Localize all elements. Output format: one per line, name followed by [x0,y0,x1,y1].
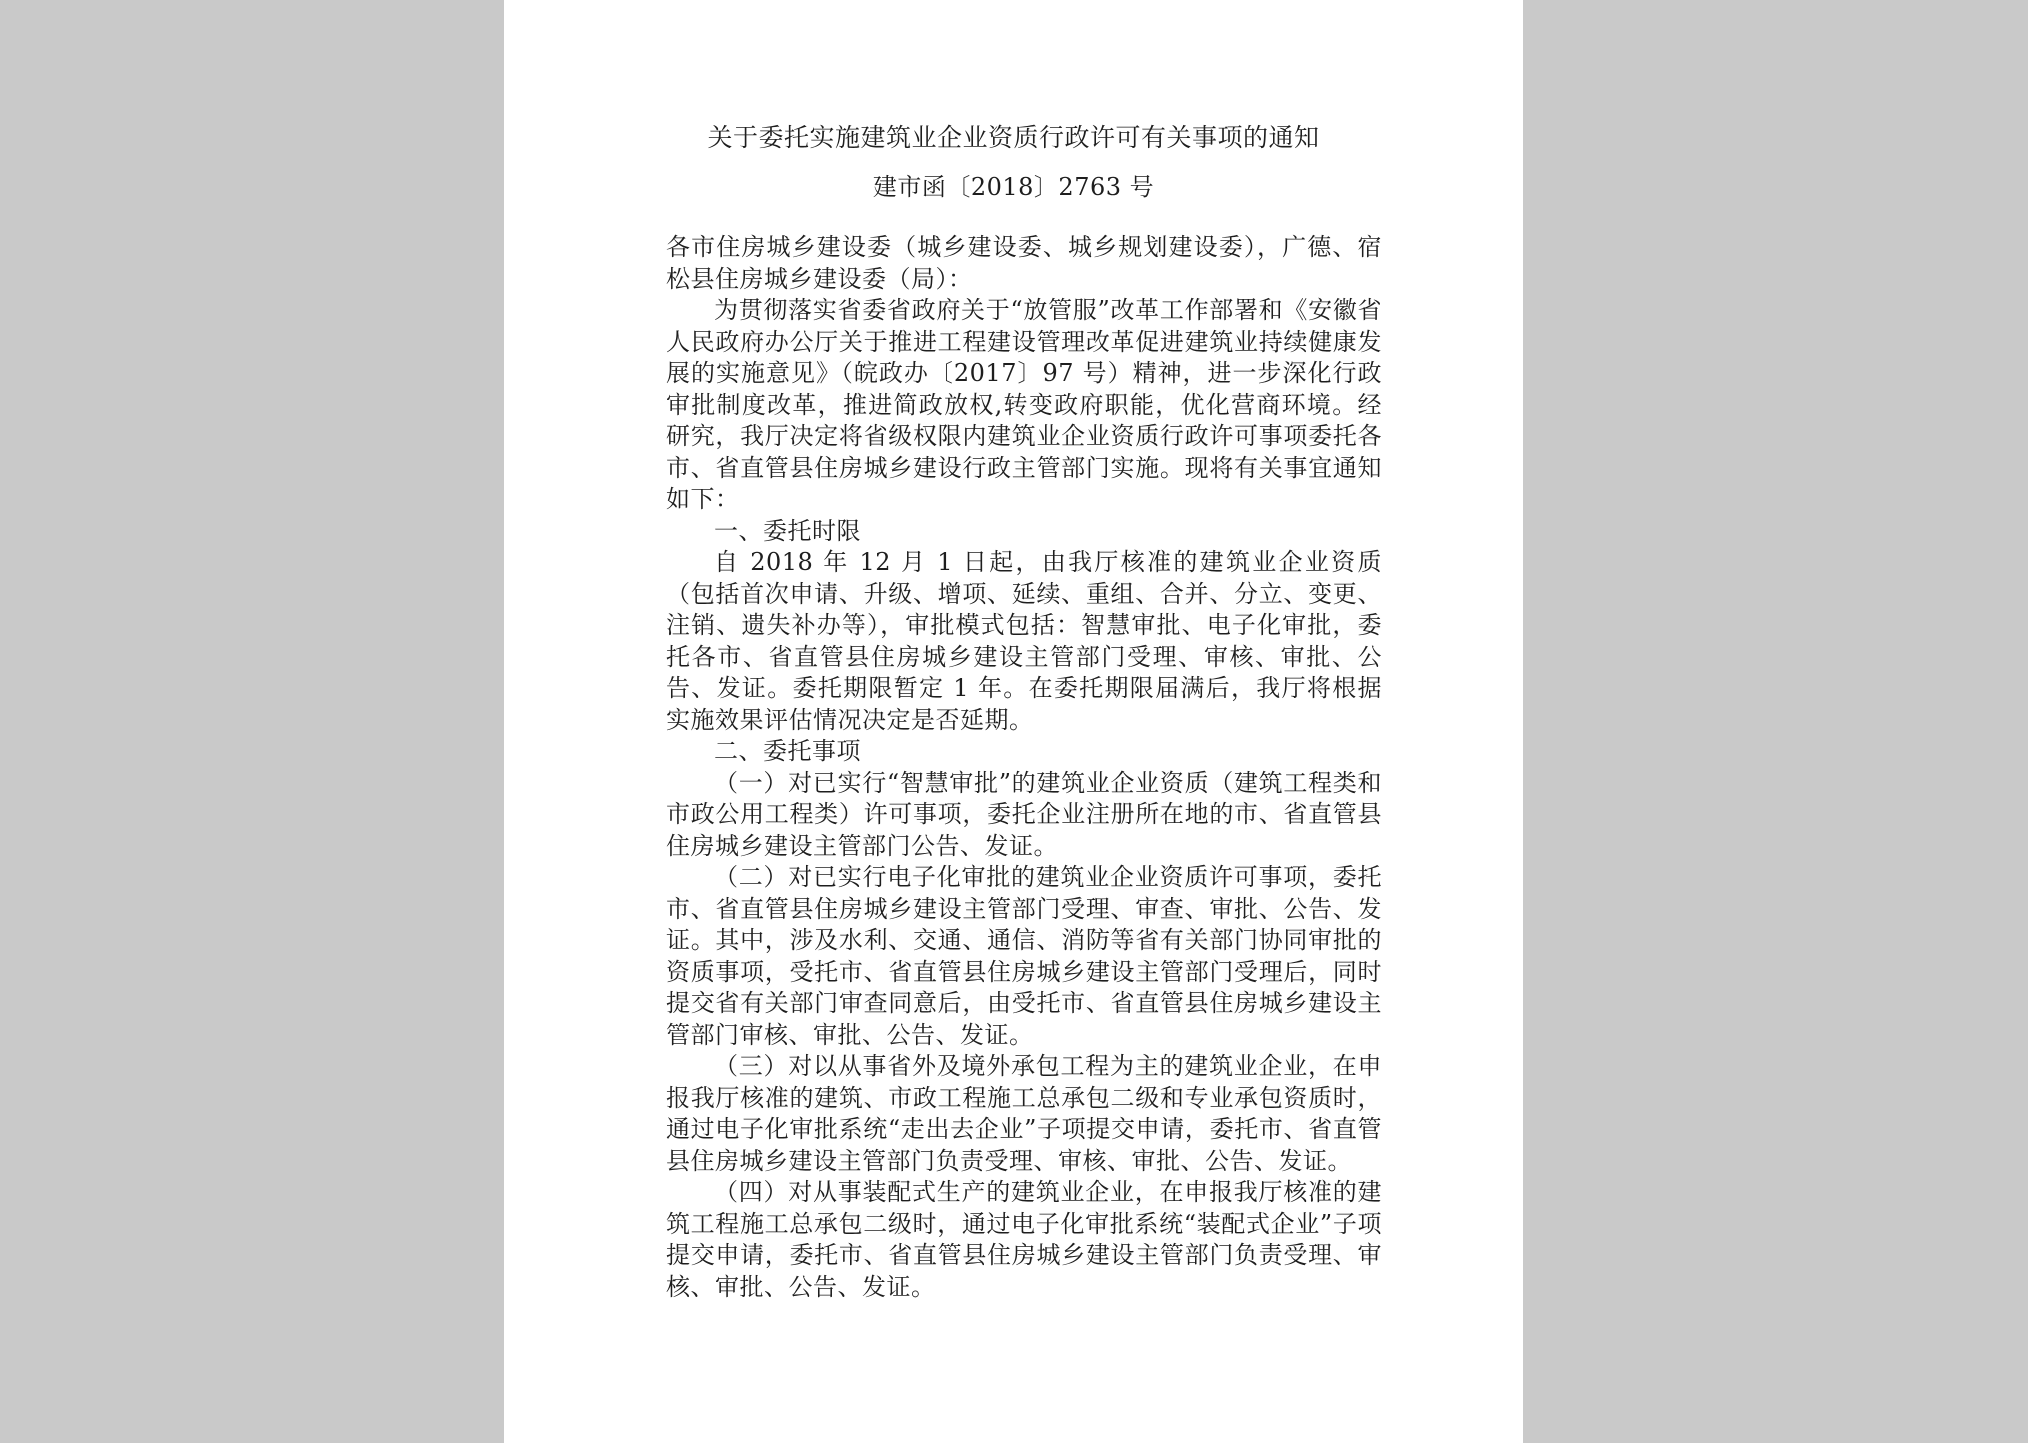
intro-paragraph: 为贯彻落实省委省政府关于“放管服”改革工作部署和《安徽省人民政府办公厅关于推进工程建设管理改革促进建筑业持续健康发展的实施意见》（皖政办〔2017〕97 号）精神，进一步深化行政审批制度改革，推进简政放权,转变政府职能，优化营商环境。经研究，我厅决定将省级权限内建筑业企业资质行政许可事项委托各市、省直管县住房城乡建设行政主管部门实施。现将有关事宜通知如下： [666,296,1382,513]
section-heading-2: 二、委托事项 [714,737,861,765]
document-number: 建市函〔2018〕2763 号 [872,173,1155,201]
document-page [504,0,1523,1443]
document-body [666,232,1382,1303]
item-3-paragraph: （三）对以从事省外及境外承包工程为主的建筑业企业，在申报我厅核准的建筑、市政工程施工总承包二级和专业承包资质时，通过电子化审批系统“走出去企业”子项提交申请，委托市、省直管县住房城乡建设主管部门负责受理、审核、审批、公告、发证。 [666,1052,1382,1175]
section-1-paragraph: 自 2018 年 12 月 1 日起，由我厅核准的建筑业企业资质（包括首次申请、升级、增项、延续、重组、合并、分立、变更、注销、遗失补办等），审批模式包括：智慧审批、电子化审批，委托各市、省直管县住房城乡建设主管部门受理、审核、审批、公告、发证。委托期限暂定 1 年。在委托期限届满后，我厅将根据实施效果评估情况决定是否延期。 [666,548,1382,734]
item-1-paragraph: （一）对已实行“智慧审批”的建筑业企业资质（建筑工程类和市政公用工程类）许可事项，委托企业注册所在地的市、省直管县住房城乡建设主管部门公告、发证。 [666,768,1382,860]
item-4-paragraph: （四）对从事装配式生产的建筑业企业，在申报我厅核准的建筑工程施工总承包二级时，通过电子化审批系统“装配式企业”子项提交申请，委托市、省直管县住房城乡建设主管部门负责受理、审核、审批、公告、发证。 [666,1178,1382,1301]
addressee-paragraph: 各市住房城乡建设委（城乡建设委、城乡规划建设委），广德、宿松县住房城乡建设委（局）： [666,233,1382,293]
section-heading-1: 一、委托时限 [714,516,861,545]
document-title: 关于委托实施建筑业企业资质行政许可有关事项的通知 [707,123,1320,152]
item-2-paragraph: （二）对已实行电子化审批的建筑业企业资质许可事项，委托市、省直管县住房城乡建设主管部门受理、审查、审批、公告、发证。其中，涉及水利、交通、通信、消防等省有关部门协同审批的资质事项，受托市、省直管县住房城乡建设主管部门受理后，同时提交省有关部门审查同意后，由受托市、省直管县住房城乡建设主管部门审核、审批、公告、发证。 [666,863,1382,1049]
